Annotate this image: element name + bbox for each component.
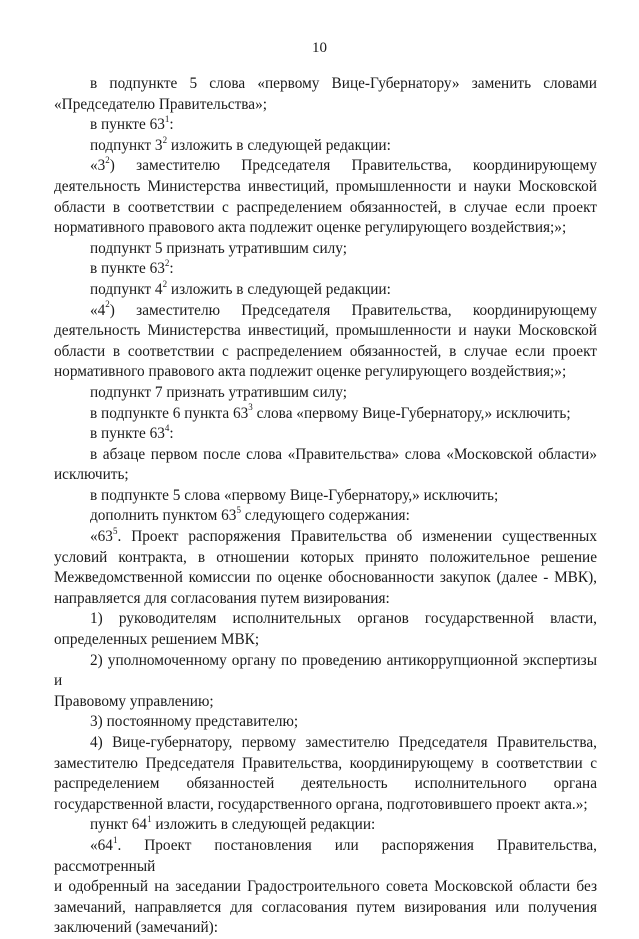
text-line: [54, 218, 597, 239]
line-text-after: ) заместителю Председателя Правительства, координирующему: [109, 157, 597, 175]
line-text: направляется для согласования путем визирования:: [54, 589, 390, 607]
line-text: заключений (замечаний):: [54, 919, 219, 937]
line-text: нормативного правового акта подлежит оценке регулирующего воздействия;»;: [54, 219, 567, 237]
line-text: подпункт 5 признать утратившим силу;: [90, 239, 347, 257]
text-line: [54, 424, 597, 445]
text-line: [54, 918, 597, 939]
text-line: [54, 74, 597, 95]
line-text: области в соответствии с распределением обязанностей, в случае если проект: [54, 198, 597, 216]
text-line: [54, 136, 597, 157]
line-text: 2) уполномоченному органу по проведению антикоррупционной экспертизы и: [54, 651, 597, 690]
text-line: [54, 630, 597, 651]
line-text: в подпункте 5 слова «первому Вице-Губернатору,» исключить;: [90, 486, 499, 504]
text-line: [54, 795, 597, 816]
text-line: [54, 95, 597, 116]
superscript: 1: [112, 834, 118, 845]
superscript: 3: [248, 402, 253, 413]
text-line: [54, 754, 597, 775]
text-line: [54, 815, 597, 836]
line-text-after: слова «первому Вице-Губернатору,» исключить;: [252, 404, 571, 422]
line-text: в пункте 63: [90, 425, 165, 443]
line-text-after: :: [169, 116, 174, 134]
superscript: 5: [112, 525, 118, 536]
line-text-after: :: [169, 425, 174, 443]
text-line: [54, 321, 597, 342]
line-text: дополнить пунктом 63: [90, 507, 237, 525]
text-line: [54, 589, 597, 610]
superscript: 4: [164, 423, 170, 433]
text-line: [54, 156, 597, 177]
line-text: «3: [90, 157, 106, 175]
line-text-after: . Проект распоряжения Правительства об изменении существенных: [117, 528, 597, 546]
line-text: Межведомственной комиссии по оценке обоснованности закупок (далее - МВК),: [54, 569, 597, 587]
superscript: 2: [105, 299, 110, 310]
superscript: 2: [162, 134, 168, 145]
superscript: 2: [164, 258, 170, 269]
line-text-after: :: [169, 260, 174, 278]
text-line: [54, 383, 597, 404]
text-line: [54, 506, 597, 527]
line-text: области в соответствии с распределением обязанностей, в случае если проект: [54, 342, 597, 360]
page-number: 10: [312, 40, 327, 56]
text-line: [54, 465, 597, 486]
text-line: [54, 301, 597, 322]
line-text-after: изложить в следующей редакции:: [167, 280, 391, 298]
line-text: распределением обязанностей деятельность исполнительного органа: [54, 775, 597, 793]
text-line: [54, 527, 597, 548]
line-text: деятельность Министерства инвестиций, промышленности и науки Московской: [54, 177, 597, 195]
line-text: и одобренный на заседании Градостроительного совета Московской области без: [54, 878, 597, 896]
line-text-after: ) заместителю Председателя Правительства, координирующему: [109, 301, 597, 319]
text-line: [54, 280, 597, 301]
line-text: «64: [90, 836, 113, 854]
line-text-after: . Проект постановления или распоряжения Правительства, рассмотренный: [54, 836, 597, 875]
line-text: нормативного правового акта подлежит оценке регулирующего воздействия;»;: [54, 363, 567, 381]
text-line: [54, 712, 597, 733]
line-text: «63: [90, 528, 113, 546]
text-line: [54, 568, 597, 589]
line-text: деятельность Министерства инвестиций, промышленности и науки Московской: [54, 322, 597, 340]
line-text: замечаний, направляется для согласования путем визирования или получения: [54, 898, 597, 916]
line-text: в абзаце первом после слова «Правительства» слова «Московской области»: [90, 445, 597, 463]
superscript: 2: [162, 278, 168, 289]
superscript: 5: [236, 505, 241, 516]
superscript: 1: [164, 114, 170, 125]
text-line: [54, 445, 597, 466]
line-text: подпункт 7 признать утратившим силу;: [90, 383, 347, 401]
text-line: [54, 259, 597, 280]
text-line: [54, 548, 597, 569]
text-line: [54, 609, 597, 630]
line-text: государственной власти, государственного органа, подготовившего проект акта.»;: [54, 795, 588, 813]
line-text: в подпункте 5 слова «первому Вице-Губернатору» заменить словами: [90, 75, 597, 92]
line-text-after: изложить в следующей редакции:: [167, 136, 391, 154]
text-line: [54, 239, 597, 260]
line-text-after: следующего содержания:: [240, 507, 410, 525]
text-line: [54, 486, 597, 507]
text-line: [54, 692, 597, 713]
line-text-after: изложить в следующей редакции:: [151, 816, 376, 834]
line-text: подпункт 3: [90, 136, 163, 154]
text-line: [54, 877, 597, 898]
text-line: [54, 342, 597, 363]
line-text: «4: [90, 301, 106, 319]
text-line: [54, 362, 597, 383]
text-line: [54, 898, 597, 919]
line-text: исключить;: [54, 466, 129, 484]
document-body: [54, 74, 597, 939]
line-text: в пункте 63: [90, 260, 165, 278]
superscript: 2: [105, 155, 110, 166]
text-line: [54, 404, 597, 425]
line-text: условий контракта, в отношении которых принято положительное решение: [54, 548, 597, 566]
line-text: в подпункте 6 пункта 63: [90, 404, 249, 422]
line-text: 4) Вице-губернатору, первому заместителю Председателя Правительства,: [90, 734, 597, 751]
text-line: [54, 115, 597, 136]
text-line: [54, 733, 597, 754]
line-text: 1) руководителям исполнительных органов государственной власти,: [90, 610, 597, 628]
line-text: пункт 64: [90, 816, 148, 834]
line-text: заместителю Председателя Правительства, координирующему в соответствии с: [54, 754, 597, 772]
text-line: [54, 177, 597, 198]
text-line: [54, 651, 597, 692]
line-text: 3) постоянному представителю;: [90, 713, 299, 731]
line-text: подпункт 4: [90, 280, 163, 298]
line-text: «Председателю Правительства»;: [54, 95, 267, 113]
line-text: определенных решением МВК;: [54, 631, 260, 649]
text-line: [54, 198, 597, 219]
line-text: Правовому управлению;: [54, 692, 214, 710]
superscript: 1: [147, 814, 152, 825]
text-line: [54, 774, 597, 795]
line-text: в пункте 63: [90, 116, 165, 134]
text-line: [54, 836, 597, 877]
